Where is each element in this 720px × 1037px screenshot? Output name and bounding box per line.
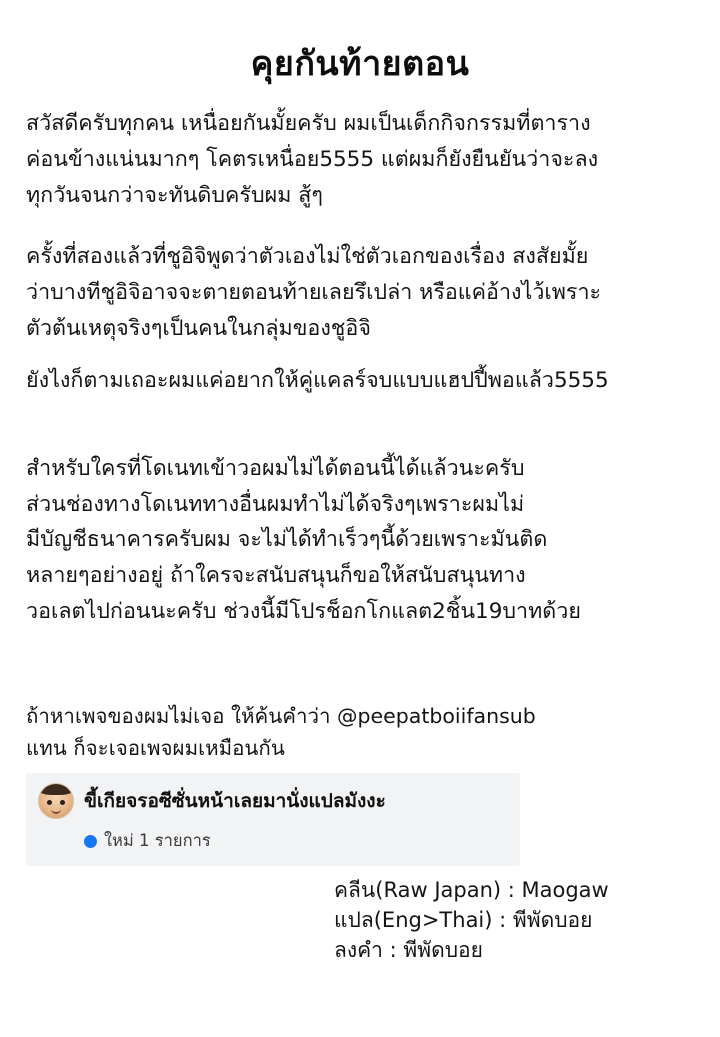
second-paragraph-block: [0, 241, 720, 344]
paragraph-line: สวัสดีครับทุกคน เหนื่อยกันมั้ยครับ ผมเป็นเด็กกิจกรรมที่ตาราง: [26, 111, 591, 136]
spacer: [0, 632, 720, 702]
page-card-meta-row: [84, 828, 508, 854]
paragraph-line: ส่วนช่องทางโดเนททางอื่นผมทำไม่ได้จริงๆเพราะผมไม่: [26, 491, 525, 517]
donation-paragraph-block: [0, 453, 720, 628]
paragraph-line: ตัวต้นเหตุจริงๆเป็นคนในกลุ่มของชูอิจิ: [26, 316, 371, 342]
page-search-note: [0, 702, 720, 763]
paragraph-line: ครั้งที่สองแล้วที่ชูอิจิพูดว่าตัวเองไม่ใช่ตัวเอกของเรื่อง สงสัยมั้ย: [26, 244, 589, 270]
paragraph-line: มีบัญชีธนาคารครับผม จะไม่ได้ทำเร็วๆนี้ด้วยเพราะมันติด: [26, 527, 548, 553]
paragraph-line: สำหรับใครที่โดเนทเข้าวอผมไม่ได้ตอนนี้ได้แล้วนะครับ: [26, 455, 525, 481]
note-line: ถ้าหาเพจของผมไม่เจอ ให้ค้นคำว่า @peepatboiifansub: [26, 703, 536, 728]
paragraph-line: ค่อนข้างแน่นมากๆ โคตรเหนื่อย5555 แต่ผมก็ยังยืนยันว่าจะลง: [26, 146, 599, 172]
credit-line-typeset: ลงคำ : พีพัดบอย: [334, 937, 483, 962]
avatar-eye-right: [60, 800, 65, 805]
paragraph-line: หลายๆอย่างอยู่ ถ้าใครจะสนับสนุนก็ขอให้สนับสนุนทาง: [26, 563, 526, 589]
page-card-header: [38, 783, 508, 819]
note-line: แทน ก็จะเจอเพจผมเหมือนกัน: [26, 736, 285, 761]
facebook-page-card[interactable]: [26, 773, 520, 866]
credits-block: [334, 876, 609, 965]
avatar-eye-left: [47, 800, 52, 805]
page-card-name[interactable]: ขี้เกียจรอซีซั่นหน้าเลยมานั่งแปลมังงะ: [84, 789, 386, 812]
paragraph-line: ว่าบางทีชูอิจิอาจจะตายตอนท้ายเลยรึเปล่า หรือแค่อ้างไว้เพราะ: [26, 280, 602, 306]
avatar-mouth: [51, 808, 61, 814]
spacer: [0, 349, 720, 365]
paragraph-line: ยังไงก็ตามเถอะผมแค่อยากให้คู่แคลร์จบแบบแฮปปี้พอแล้ว5555: [26, 367, 609, 393]
avatar-hair: [38, 783, 74, 795]
paragraph-line: วอเลตไปก่อนนะครับ ช่วงนี้มีโปรช็อกโกแลต2ชิ้น19บาทด้วย: [26, 598, 581, 624]
avatar: [38, 783, 74, 819]
page-title: คุยกันท้ายตอน: [250, 44, 470, 84]
spacer: [0, 401, 720, 453]
spacer: [0, 215, 720, 241]
paragraph-line: ทุกวันจนกว่าจะทันดิบครับผม สู้ๆ: [26, 182, 323, 208]
credit-line-translate: แปล(Eng>Thai) : พีพัดบอย: [334, 907, 593, 932]
new-badge-icon: [84, 835, 97, 848]
intro-paragraph-block: [0, 108, 720, 211]
credit-line-raw: คลีน(Raw Japan) : Maogaw: [334, 878, 609, 902]
third-paragraph-block: [0, 365, 720, 397]
page-card-meta: ใหม่ 1 รายการ: [104, 831, 211, 851]
